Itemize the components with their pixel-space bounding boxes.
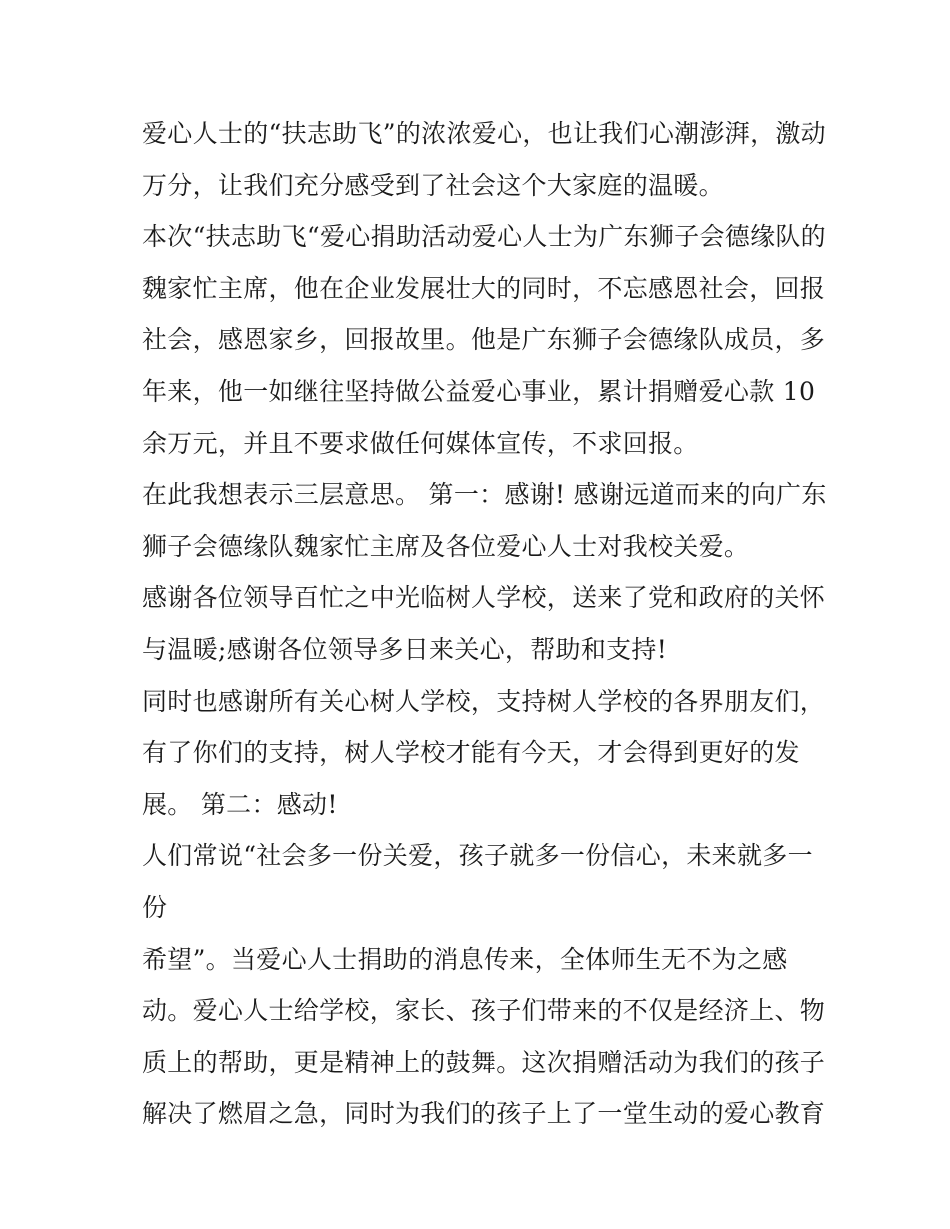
- text-line: 与温暖;感谢各位领导多日来关心，帮助和支持!: [142, 634, 668, 664]
- text-line: 展。 第二：感动!: [142, 789, 338, 819]
- text-line: 份: [142, 892, 168, 922]
- text-line: 人们常说“社会多一份关爱，孩子就多一份信心，未来就多一: [142, 841, 813, 871]
- text-line: 余万元，并且不要求做任何媒体宣传，不求回报。: [142, 428, 699, 458]
- text-line: 解决了燃眉之急，同时为我们的孩子上了一堂生动的爱心教育: [142, 1099, 826, 1129]
- text-line: 万分，让我们充分感受到了社会这个大家庭的温暖。: [142, 170, 724, 200]
- text-line: 魏家忙主席，他在企业发展壮大的同时，不忘感恩社会，回报: [142, 273, 826, 303]
- text-line: 本次“扶志助飞“爱心捐助活动爱心人士为广东狮子会德缘队的: [142, 222, 826, 252]
- text-line: 有了你们的支持，树人学校才能有今天，才会得到更好的发: [142, 738, 800, 768]
- text-line: 年来，他一如继往坚持做公益爱心事业，累计捐赠爱心款 10: [142, 376, 816, 406]
- text-line: 社会，感恩家乡，回报故里。他是广东狮子会德缘队成员，多: [142, 325, 826, 355]
- text-line: 动。爱心人士给学校，家长、孩子们带来的不仅是经济上、物: [142, 996, 826, 1026]
- text-line: 在此我想表示三层意思。 第一：感谢! 感谢远道而来的向广东: [142, 480, 827, 510]
- text-line: 狮子会德缘队魏家忙主席及各位爱心人士对我校关爱。: [142, 531, 750, 561]
- text-line: 爱心人士的“扶志助飞”的浓浓爱心，也让我们心潮澎湃，激动: [142, 119, 826, 148]
- text-line: 质上的帮助，更是精神上的鼓舞。这次捐赠活动为我们的孩子: [142, 1047, 826, 1077]
- text-line: 同时也感谢所有关心树人学校，支持树人学校的各界朋友们，: [142, 686, 826, 716]
- text-line: 希望”。当爱心人士捐助的消息传来，全体师生无不为之感: [142, 944, 788, 974]
- document-body: [142, 108, 827, 1140]
- text-line: 感谢各位领导百忙之中光临树人学校，送来了党和政府的关怀: [142, 583, 826, 613]
